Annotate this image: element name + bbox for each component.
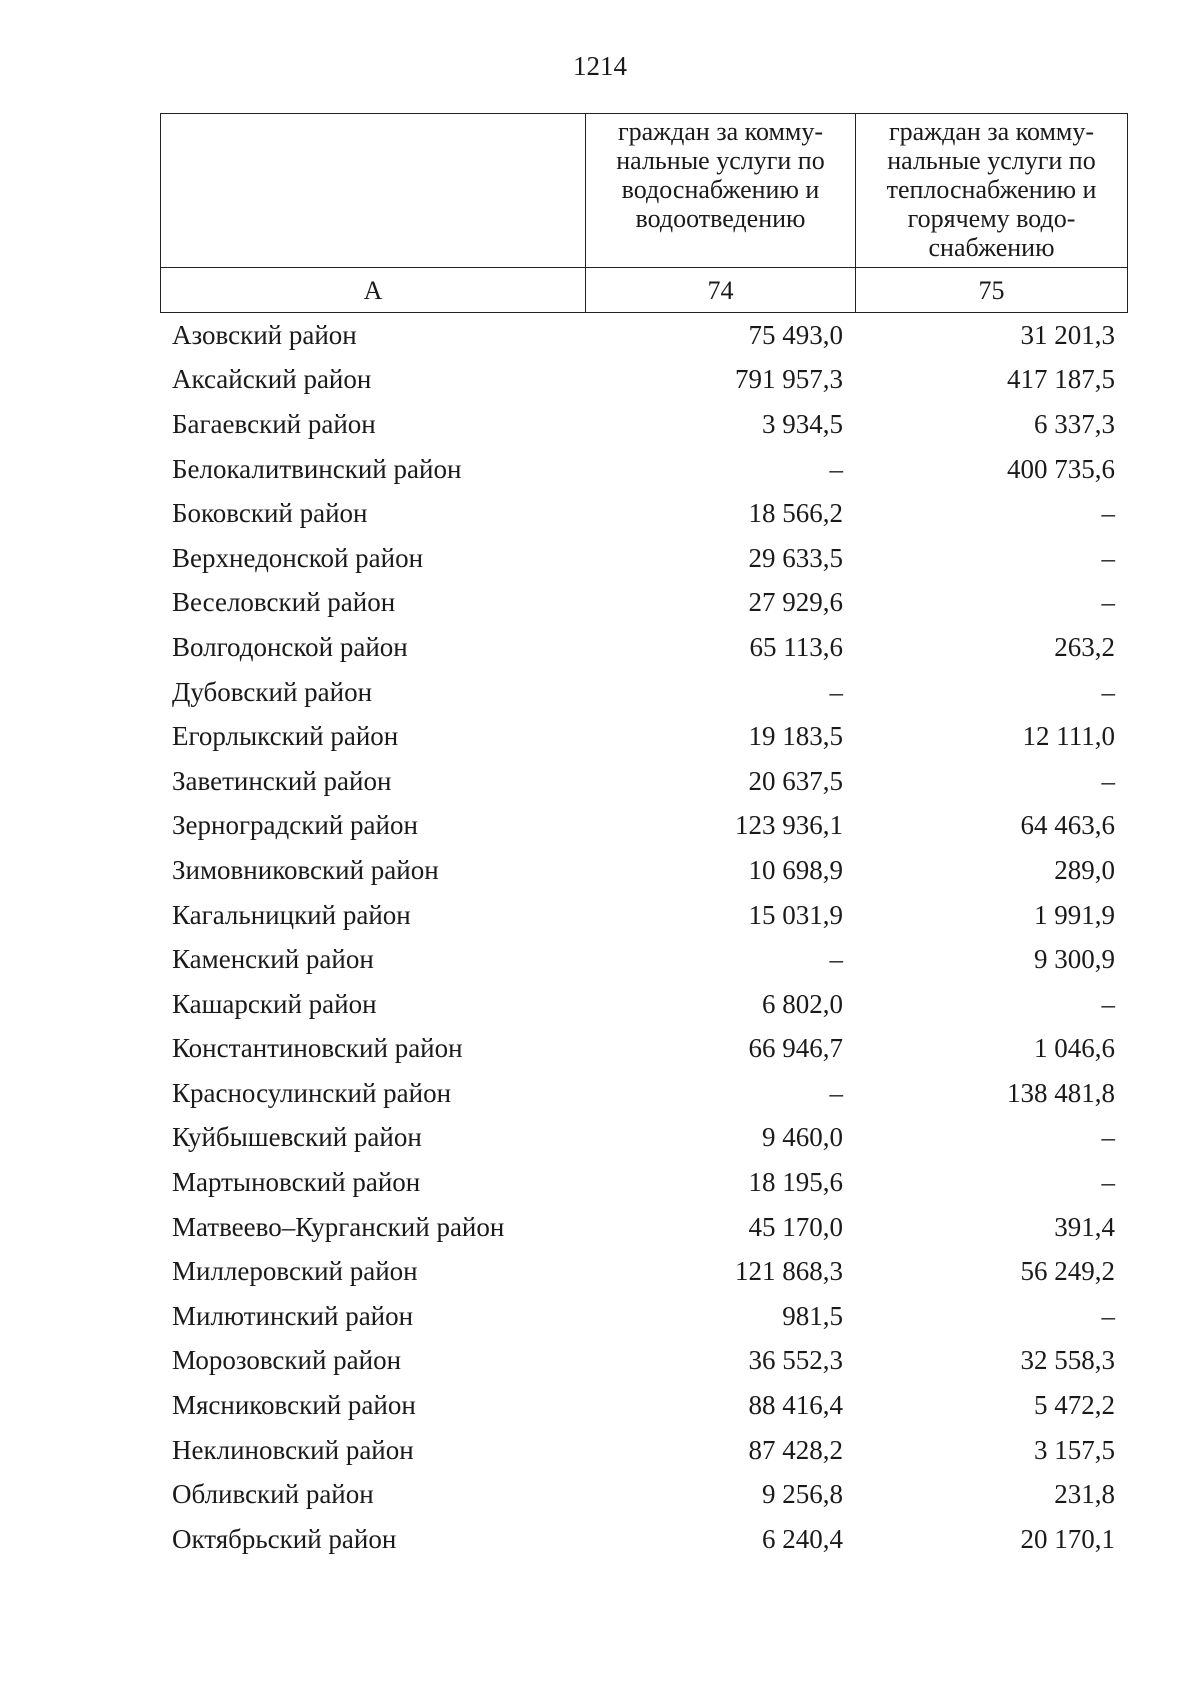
value-col-74: 123 936,1 <box>735 810 843 841</box>
table-row <box>160 759 1127 804</box>
table-row <box>160 1339 1127 1384</box>
value-col-74: 20 637,5 <box>748 765 843 796</box>
district-name: Морозовский район <box>172 1345 402 1376</box>
table-row <box>160 1027 1127 1072</box>
value-col-75: 289,0 <box>1054 854 1115 885</box>
value-col-75: 263,2 <box>1054 631 1115 662</box>
value-col-75: 1 046,6 <box>1034 1033 1115 1064</box>
value-col-74: 6 802,0 <box>762 988 843 1019</box>
district-name: Мартыновский район <box>172 1167 421 1198</box>
district-name: Куйбышевский район <box>172 1122 422 1153</box>
value-col-74: – <box>829 676 843 707</box>
table-row <box>160 1294 1127 1339</box>
header-75-line: граждан за комму- <box>888 117 1095 146</box>
table-row <box>160 1428 1127 1473</box>
district-name: Верхнедонской район <box>172 542 424 573</box>
value-col-74: 36 552,3 <box>748 1345 843 1376</box>
value-col-75: – <box>1101 1300 1115 1331</box>
header-74-line: водоснабжению и <box>621 175 820 204</box>
value-col-74: – <box>829 453 843 484</box>
district-name: Багаевский район <box>172 408 376 439</box>
header-74-line: граждан за комму- <box>617 117 824 146</box>
table-row <box>160 804 1127 849</box>
value-col-74: 981,5 <box>782 1300 843 1331</box>
value-col-75: 20 170,1 <box>1020 1523 1115 1554</box>
value-col-75: – <box>1101 765 1115 796</box>
value-col-74: 19 183,5 <box>748 721 843 752</box>
value-col-75: 3 157,5 <box>1034 1434 1115 1465</box>
value-col-74: 18 566,2 <box>748 498 843 529</box>
header-cell-name <box>161 114 586 268</box>
value-col-75: – <box>1101 676 1115 707</box>
table-row <box>160 1071 1127 1116</box>
district-name: Егорлыкский район <box>172 721 399 752</box>
table-row <box>160 1249 1127 1294</box>
table-row <box>160 581 1127 626</box>
value-col-75: 32 558,3 <box>1020 1345 1115 1376</box>
table-header <box>160 113 1128 313</box>
table-row <box>160 447 1127 492</box>
table-row <box>160 358 1127 403</box>
table-body <box>160 313 1127 1562</box>
header-75-line: снабжению <box>928 233 1055 262</box>
value-col-74: 791 957,3 <box>735 364 843 395</box>
district-name: Красносулинский район <box>172 1077 452 1108</box>
value-col-74: 15 031,9 <box>748 899 843 930</box>
district-name: Веселовский район <box>172 587 396 618</box>
value-col-75: 56 249,2 <box>1020 1256 1115 1287</box>
district-name: Аксайский район <box>172 364 372 395</box>
header-row <box>161 114 1128 268</box>
value-col-75: – <box>1101 587 1115 618</box>
district-name: Мясниковский район <box>172 1390 416 1421</box>
value-col-75: 6 337,3 <box>1034 408 1115 439</box>
value-col-74: 75 493,0 <box>748 319 843 350</box>
table-row <box>160 402 1127 447</box>
district-name: Волгодонской район <box>172 631 408 662</box>
value-col-74: 65 113,6 <box>749 631 843 662</box>
district-name: Каменский район <box>172 944 374 975</box>
district-name: Обливский район <box>172 1479 374 1510</box>
district-name: Белокалитвинский район <box>172 453 462 484</box>
table-row <box>160 491 1127 536</box>
district-name: Милютинский район <box>172 1300 414 1331</box>
header-75-line: горячему водо- <box>907 204 1076 233</box>
table-row <box>160 1383 1127 1428</box>
header-cell-74 <box>586 114 856 268</box>
table-row <box>160 982 1127 1027</box>
value-col-75: 1 991,9 <box>1034 899 1115 930</box>
district-name: Неклиновский район <box>172 1434 414 1465</box>
value-col-74: – <box>829 1077 843 1108</box>
district-name: Кашарский район <box>172 988 377 1019</box>
value-col-74: 88 416,4 <box>748 1390 843 1421</box>
value-col-75: – <box>1101 1167 1115 1198</box>
table-row <box>160 893 1127 938</box>
value-col-74: 9 460,0 <box>762 1122 843 1153</box>
district-name: Константиновский район <box>172 1033 463 1064</box>
header-74-line: нальные услуги по <box>616 146 825 175</box>
value-col-75: – <box>1101 498 1115 529</box>
page-number: 1214 <box>573 51 627 81</box>
district-name: Зерноградский район <box>172 810 418 841</box>
header-75-line: нальные услуги по <box>887 146 1096 175</box>
value-col-74: 10 698,9 <box>748 854 843 885</box>
district-name: Азовский район <box>172 319 357 350</box>
value-col-75: 31 201,3 <box>1020 319 1115 350</box>
district-name: Боковский район <box>172 498 368 529</box>
district-name: Октябрьский район <box>172 1523 397 1554</box>
district-name: Заветинский район <box>172 765 392 796</box>
value-col-75: 12 111,0 <box>1022 721 1115 752</box>
table-row <box>160 1517 1127 1562</box>
value-col-74: 27 929,6 <box>748 587 843 618</box>
district-name: Кагальницкий район <box>172 899 411 930</box>
value-col-75: – <box>1101 542 1115 573</box>
value-col-74: – <box>829 944 843 975</box>
value-col-74: 6 240,4 <box>762 1523 843 1554</box>
table-row <box>160 536 1127 581</box>
table-row <box>160 313 1127 358</box>
table-row <box>160 714 1127 759</box>
column-number-75: 75 <box>856 268 1128 313</box>
value-col-74: 66 946,7 <box>748 1033 843 1064</box>
table-row <box>160 625 1127 670</box>
value-col-74: 29 633,5 <box>748 542 843 573</box>
value-col-75: – <box>1101 1122 1115 1153</box>
district-name: Зимовниковский район <box>172 854 439 885</box>
table-row <box>160 670 1127 715</box>
header-74-line: водоотведению <box>635 204 806 233</box>
value-col-74: 87 428,2 <box>748 1434 843 1465</box>
value-col-75: – <box>1101 988 1115 1019</box>
value-col-74: 3 934,5 <box>762 408 843 439</box>
value-col-74: 18 195,6 <box>748 1167 843 1198</box>
district-name: Миллеровский район <box>172 1256 418 1287</box>
district-name: Дубовский район <box>172 676 373 707</box>
district-name: Матвеево–Курганский район <box>172 1211 505 1242</box>
value-col-75: 400 735,6 <box>1007 453 1115 484</box>
value-col-74: 121 868,3 <box>735 1256 843 1287</box>
column-number-a: А <box>161 268 586 313</box>
table-row <box>160 848 1127 893</box>
value-col-75: 64 463,6 <box>1020 810 1115 841</box>
value-col-74: 9 256,8 <box>762 1479 843 1510</box>
table-row <box>160 1472 1127 1517</box>
column-number-74: 74 <box>586 268 856 313</box>
column-number-row <box>161 268 1128 313</box>
header-75-line: теплоснабжению и <box>886 175 1097 204</box>
value-col-75: 138 481,8 <box>1007 1077 1115 1108</box>
header-cell-75 <box>856 114 1128 268</box>
table-row <box>160 1116 1127 1161</box>
value-col-75: 5 472,2 <box>1034 1390 1115 1421</box>
value-col-75: 391,4 <box>1054 1211 1115 1242</box>
value-col-75: 417 187,5 <box>1007 364 1115 395</box>
table-row <box>160 1160 1127 1205</box>
value-col-75: 231,8 <box>1054 1479 1115 1510</box>
data-table-container <box>160 113 1127 1562</box>
value-col-74: 45 170,0 <box>748 1211 843 1242</box>
table-row <box>160 1205 1127 1250</box>
value-col-75: 9 300,9 <box>1034 944 1115 975</box>
table-row <box>160 937 1127 982</box>
